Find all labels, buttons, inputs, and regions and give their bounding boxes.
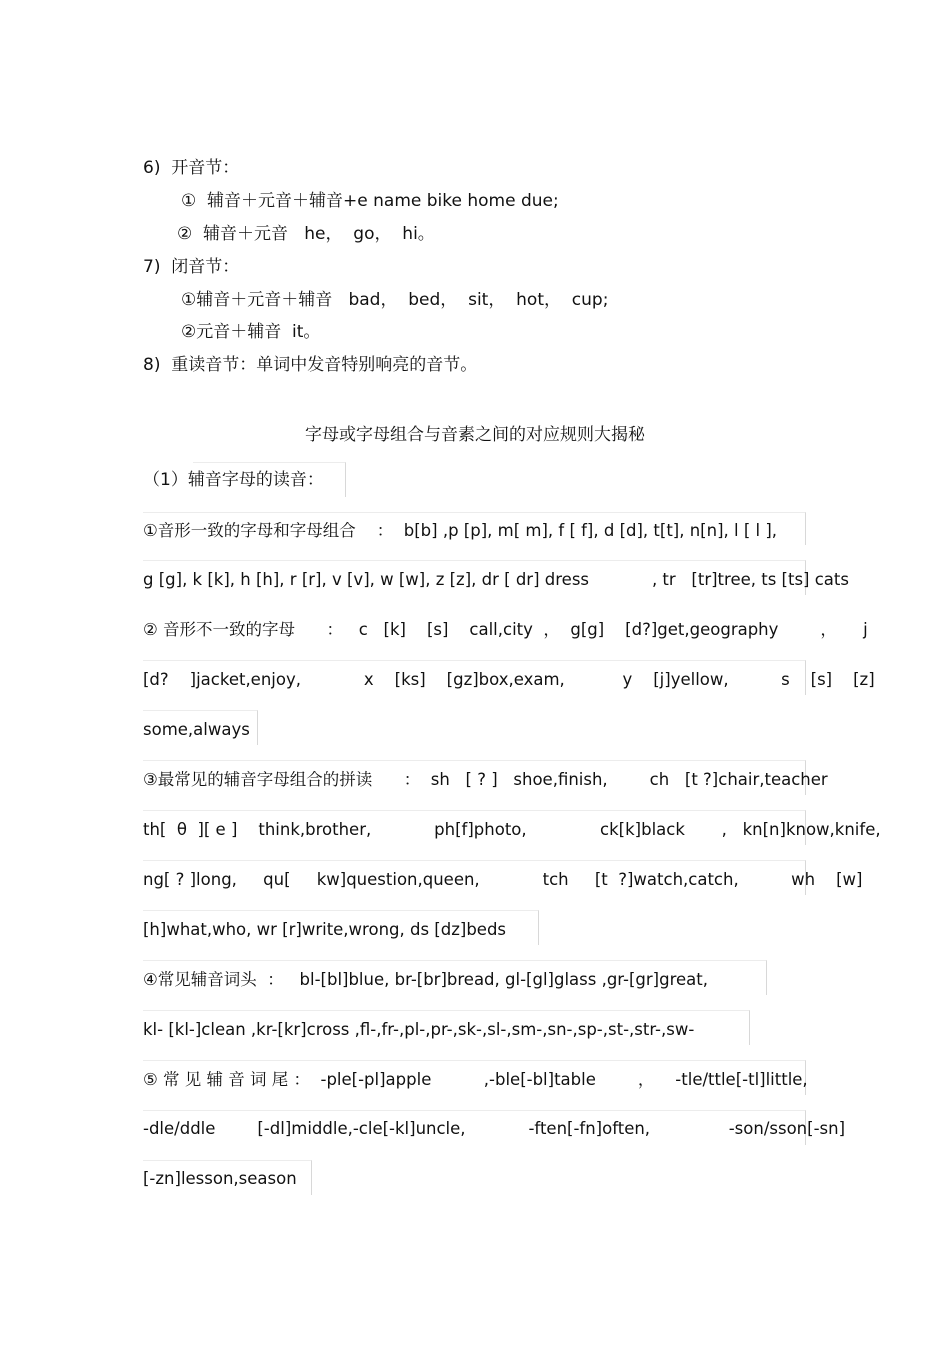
rule-line: [-zn]lesson,season [143,1169,297,1188]
rule-line: th[ θ ][ e ] think,brother, ph[f]photo, ck[k]black , kn[n]know,knife, [143,820,881,839]
closed-syllable-heading: 7) 闭音节： [143,257,240,277]
rule-line: [d? ]jacket,enjoy, x [ks] [gz]box,exam, y [j]yellow, s [s] [z] [143,670,875,689]
open-syllable-rule-2: ② 辅音＋元音 he， go， hi。 [177,224,435,244]
open-syllable-rule-1: ① 辅音＋元音＋辅音+e name bike home due; [181,191,559,211]
rule-line: some,always [143,720,250,739]
consonant-subheading: （1）辅音字母的读音： [143,470,324,490]
rule-line: [h]what,who, wr [r]write,wrong, ds [dz]beds [143,920,507,939]
rule-line: g [g], k [k], h [h], r [r], v [v], w [w], z [z], dr [ dr] dress , tr [tr]tree, ts [ts] cats [143,570,849,589]
rule-line: ② 音形不一致的字母 ： c [k] [s] call,city ， g[g] [d?]get,geography ， j [143,620,868,639]
rule-line: -dle/ddle [-dl]middle,-cle[-kl]uncle, -ften[-fn]often, -son/sson[-sn] [143,1119,846,1138]
section-title: 字母或字母组合与音素之间的对应规则大揭秘 [305,425,645,445]
open-syllable-heading: 6) 开音节： [143,158,240,178]
closed-syllable-rule-1: ①辅音＋元音＋辅音 bad， bed， sit， hot， cup; [181,290,609,310]
closed-syllable-rule-2: ②元音＋辅音 it。 [181,322,321,342]
rule-line: ④常见辅音词头 ： bl-[bl]blue, br-[br]bread, gl-[gl]glass ,gr-[gr]great, [143,970,708,989]
stressed-syllable-definition: 8) 重读音节：单词中发音特别响亮的音节。 [143,355,478,375]
rule-line: ng[ ? ]long, qu[ kw]question,queen, tch [t ?]watch,catch, wh [w] [143,870,863,889]
rule-line: ③最常见的辅音字母组合的拼读 ： sh [ ? ] shoe,finish, ch [t ?]chair,teacher [143,770,828,789]
rule-line: ⑤ 常 见 辅 音 词 尾 ： -ple[-pl]apple ,-ble[-bl]table ， -tle/ttle[-tl]little, [143,1070,808,1089]
rule-line: ①音形一致的字母和字母组合 ： b[b] ,p [p], m[ m], f [ f], d [d], t[t], n[n], l [ l ], [143,521,778,540]
rule-line: kl- [kl-]clean ,kr-[kr]cross ,fl-,fr-,pl-,pr-,sk-,sl-,sm-,sn-,sp-,st-,str-,sw- [143,1020,695,1039]
